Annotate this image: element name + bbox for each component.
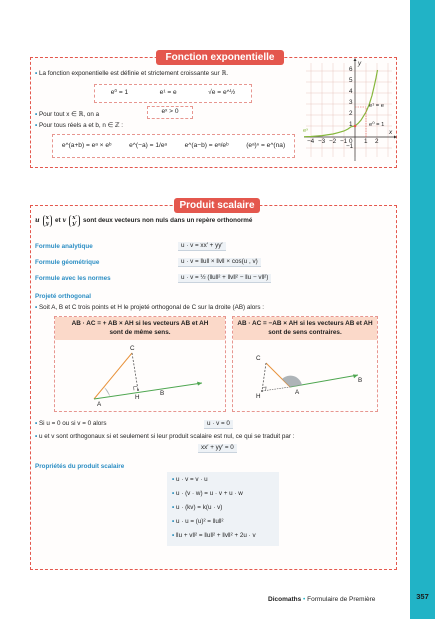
vec-u-symbol: u bbox=[35, 217, 40, 225]
exp-tick-x0: 0 bbox=[349, 138, 353, 145]
zero-vector-result: u · v = 0 bbox=[204, 420, 233, 429]
dot-section-title: Produit scalaire bbox=[174, 198, 260, 213]
exp-tick-xm4: −4 bbox=[307, 138, 315, 145]
exp-tick-y2: 2 bbox=[349, 110, 353, 117]
formula-analytic-label: Formule analytique bbox=[35, 243, 93, 250]
exp-prop-power: (eᵃ)ⁿ = e^(na) bbox=[246, 141, 286, 149]
side-color-band bbox=[410, 0, 435, 619]
prop-commutative: • u · v = v · u bbox=[172, 476, 208, 483]
exp-prop-diff: e^(a−b) = eᵃ/eᵇ bbox=[184, 141, 229, 149]
exp-tick-ym1: −1 bbox=[346, 143, 354, 150]
exp-tick-y6: 6 bbox=[349, 66, 353, 73]
formula-norms-label: Formule avec les normes bbox=[35, 275, 111, 282]
point-a-same: A bbox=[97, 401, 102, 408]
exp-positive-box: eˣ > 0 bbox=[147, 106, 193, 119]
exp-tick-xm2: −2 bbox=[329, 138, 337, 145]
exp-for-all-line: • Pour tous réels a et b, n ∈ ℤ : bbox=[35, 122, 123, 129]
exp-tick-x1: 1 bbox=[364, 138, 368, 145]
point-h-same: H bbox=[135, 394, 140, 401]
orthogonal-result: xx′ + yy′ = 0 bbox=[198, 444, 237, 453]
point-a-opp: A bbox=[295, 389, 300, 396]
formula-geometric-value: u · v = ‖u‖ × ‖v‖ × cos(u , v) bbox=[178, 258, 261, 267]
orthogonal-line: • u et v sont orthogonaux si et seulement si leur produit scalaire est nul, ce qui se traduit par : bbox=[35, 433, 295, 440]
point-h-opp: H bbox=[256, 393, 261, 400]
proj-case-same-head: AB · AC = + AB × AH si les vecteurs AB et AH sont de même sens. bbox=[55, 317, 225, 340]
prop-norm-sum: • ‖u + v‖² = ‖u‖² + ‖v‖² + 2u · v bbox=[172, 532, 256, 539]
exp-properties-box bbox=[52, 134, 295, 158]
proj-case-same-diagram bbox=[54, 339, 226, 412]
exp-tick-y5: 5 bbox=[349, 77, 353, 84]
exp-graph-x-label: x bbox=[389, 129, 393, 136]
exp-value-sqrt: √e = e^½ bbox=[208, 89, 236, 97]
exp-tick-x2: 2 bbox=[375, 138, 379, 145]
exp-annotation-1: e⁰ = 1 bbox=[369, 122, 385, 128]
exp-annotation-e: e¹ = e bbox=[369, 103, 384, 109]
proj-case-opposite-head: AB · AC = −AB × AH si les vecteurs AB et AH sont de sens contraires. bbox=[233, 317, 377, 340]
exp-prop-neg: e^(−a) = 1/eᵃ bbox=[129, 141, 167, 149]
exp-tick-xm3: −3 bbox=[318, 138, 326, 145]
exp-section-title: Fonction exponentielle bbox=[156, 50, 284, 65]
exp-tick-xm1: −1 bbox=[340, 138, 348, 145]
point-c-opp: C bbox=[256, 355, 261, 362]
prop-scalar: • u · (kv) = k(u · v) bbox=[172, 504, 223, 511]
formula-norms-value: u · v = ½ (‖u‖² + ‖v‖² − ‖u − v‖²) bbox=[178, 274, 271, 283]
exp-tick-y3: 3 bbox=[349, 99, 353, 106]
exp-tick-y4: 4 bbox=[349, 88, 353, 95]
zero-vector-line: • Si u = 0 ou si v = 0 alors bbox=[35, 420, 107, 427]
exp-graph-y-label: y bbox=[358, 60, 362, 67]
props-title: Propriétés du produit scalaire bbox=[35, 463, 125, 470]
exp-value-e0: e⁰ = 1 bbox=[110, 89, 129, 97]
exp-value-e1: e¹ = e bbox=[159, 89, 177, 97]
prop-square: • u · u = (u)² = ‖u‖² bbox=[172, 518, 224, 525]
point-b-same: B bbox=[160, 390, 165, 397]
dot-vectors-intro: u x y et v x′ y′ sont deux vecteurs non nuls dans un repère orthonormé bbox=[35, 215, 253, 228]
prop-distributive: • u · (v · w) = u · v + u · w bbox=[172, 490, 243, 497]
proj-intro: • Soit A, B et C trois points et H le projeté orthogonal de C sur la droite (AB) alors : bbox=[35, 304, 265, 311]
footer-book-title: Dicomaths • Formulaire de Première bbox=[268, 596, 376, 603]
exp-positive-line: • Pour tout x ∈ ℝ, on a bbox=[35, 111, 100, 118]
page-number: 357 bbox=[416, 592, 429, 601]
proj-title: Projeté orthogonal bbox=[35, 293, 91, 300]
vec-v-symbol: v bbox=[62, 217, 67, 225]
point-b-opp: B bbox=[358, 377, 363, 384]
exp-tick-y1: 1 bbox=[349, 121, 353, 128]
exp-values-box bbox=[94, 84, 252, 103]
exp-prop-sum: e^(a+b) = eᵃ × eᵇ bbox=[61, 141, 112, 149]
exp-curve-label: eˣ bbox=[303, 128, 309, 134]
formula-geometric-label: Formule géométrique bbox=[35, 259, 100, 266]
point-c-same: C bbox=[130, 345, 135, 352]
exp-intro: • La fonction exponentielle est définie et strictement croissante sur ℝ. bbox=[35, 70, 229, 77]
formula-analytic-value: u · v = xx′ + yy′ bbox=[178, 242, 226, 251]
proj-case-opposite-diagram bbox=[232, 339, 378, 412]
